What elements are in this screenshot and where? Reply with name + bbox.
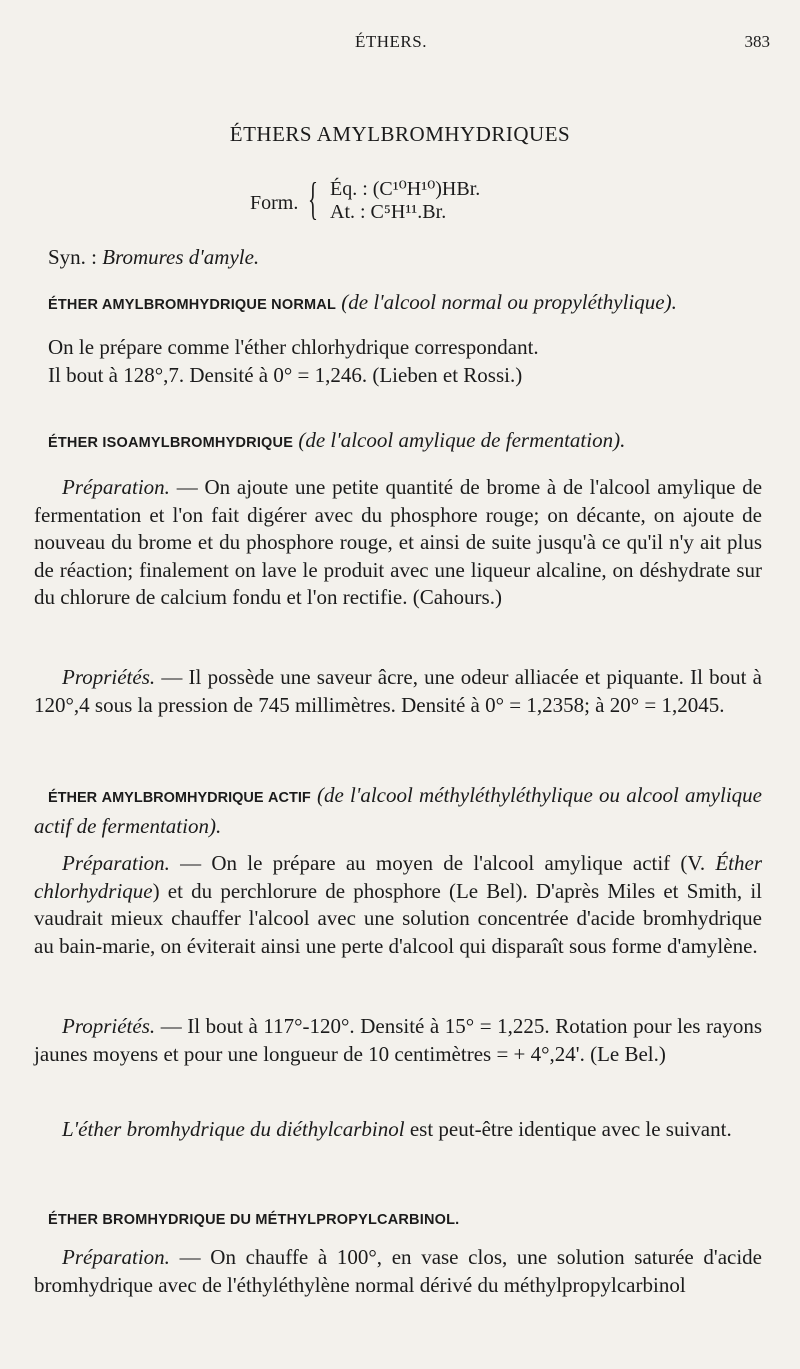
isoamyl-preparation-text: — On ajoute une petite quantité de brome à de l'alcool amylique de fermentation et l'on fait digérer avec du phosphore rouge; on décante, on ajoute de nouveau du brome et du phosphore rouge, et ainsi de suite jusqu'à ce qu'il n'y ait plus de réaction; finalement on lave le produit avec une liqueur alcaline, on déshydrate sur du chlorure de calcium fondu et l'on rectifie. (Cahours.) (34, 475, 763, 609)
isoamyl-proprietes-text: — Il possède une saveur âcre, une odeur alliacée et piquante. Il bout à 120°,4 sous la pression de 745 millimètres. Densité à 0° = 1,2358; à 20° = 1,2045. (34, 665, 763, 717)
page-number: 383 (744, 32, 770, 51)
actif-proprietes-text: — Il bout à 117°-120°. Densité à 15° = 1,225. Rotation pour les rayons jaunes moyens et pour une longueur de 10 centimètres = + 4°,24'. (Le Bel.) (34, 1014, 763, 1066)
brace-glyph: { (308, 173, 318, 224)
formula-atomic: At. : C⁵H¹¹.Br. (330, 201, 447, 223)
actif-proprietes-label: Propriétés. (62, 1014, 156, 1038)
normal-line-1: On le prépare comme l'éther chlorhydrique correspondant. (48, 335, 539, 359)
heading-methylpropyl (48, 1205, 459, 1230)
actif-preparation-pre: — On le prépare au moyen de l'alcool amylique actif (V. (180, 851, 706, 875)
methylpropyl-preparation (34, 1244, 762, 1299)
formula-label: Form. (250, 192, 299, 214)
actif-preparation-ref: Éther chlorhydrique (34, 851, 762, 903)
isoamyl-preparation-label: Préparation. (62, 475, 170, 499)
actif-preparation (34, 850, 762, 960)
heading-actif-subtitle: (de l'alcool méthyléthyléthylique ou alcool amylique actif de fermentation). (34, 783, 762, 838)
actif-proprietes (34, 1013, 762, 1068)
formula-equivalent: Éq. : (C¹⁰H¹⁰)HBr. (330, 178, 481, 200)
heading-isoamyl-title: ÉTHER ISOAMYLBROMHYDRIQUE (48, 435, 294, 451)
page-header (0, 28, 800, 58)
normal-line-2: Il bout à 128°,7. Densité à 0° = 1,246. (Lieben et Rossi.) (48, 363, 523, 387)
heading-isoamyl-subtitle: (de l'alcool amylique de fermentation). (298, 428, 626, 452)
heading-isoamyl (48, 428, 625, 453)
isoamyl-proprietes (34, 664, 762, 719)
section-title: ÉTHERS AMYLBROMHYDRIQUES (229, 122, 571, 146)
running-title: ÉTHERS. (355, 32, 427, 51)
heading-actif (34, 782, 762, 840)
isoamyl-proprietes-label: Propriétés. (62, 665, 156, 689)
diethylcarbinol-note (34, 1116, 762, 1144)
synonyms-label: Syn. : (48, 245, 98, 269)
heading-normal-title: ÉTHER AMYLBROMHYDRIQUE NORMAL (48, 297, 337, 313)
methylpropyl-preparation-text: — On chauffe à 100°, en vase clos, une solution saturée d'acide bromhydrique avec de l'éthyléthylène normal dérivé du méthylpropylcarbinol (34, 1245, 762, 1297)
actif-preparation-post: ) et du perchlorure de phosphore (Le Bel). D'après Miles et Smith, il vaudrait mieux chauffer l'alcool avec une solution concentrée d'acide bromhydrique au bain-marie, on éviterait ainsi une perte d'alcool qui disparaît sous forme d'amylène. (34, 878, 762, 958)
isoamyl-preparation (34, 474, 762, 612)
note-italic: L'éther bromhydrique du diéthylcarbinol (62, 1117, 405, 1141)
heading-normal-subtitle: (de l'alcool normal ou propyléthylique). (341, 290, 677, 314)
actif-preparation-label: Préparation. (62, 851, 170, 875)
note-rest: est peut-être identique avec le suivant. (409, 1117, 732, 1141)
heading-normal (48, 290, 677, 315)
methylpropyl-preparation-label: Préparation. (62, 1245, 170, 1269)
synonyms-value: Bromures d'amyle. (102, 245, 260, 269)
heading-methylpropyl-title: ÉTHER BROMHYDRIQUE DU MÉTHYLPROPYLCARBINOL. (48, 1212, 460, 1228)
synonyms (48, 245, 259, 270)
heading-actif-title: ÉTHER AMYLBROMHYDRIQUE ACTIF (48, 790, 311, 806)
